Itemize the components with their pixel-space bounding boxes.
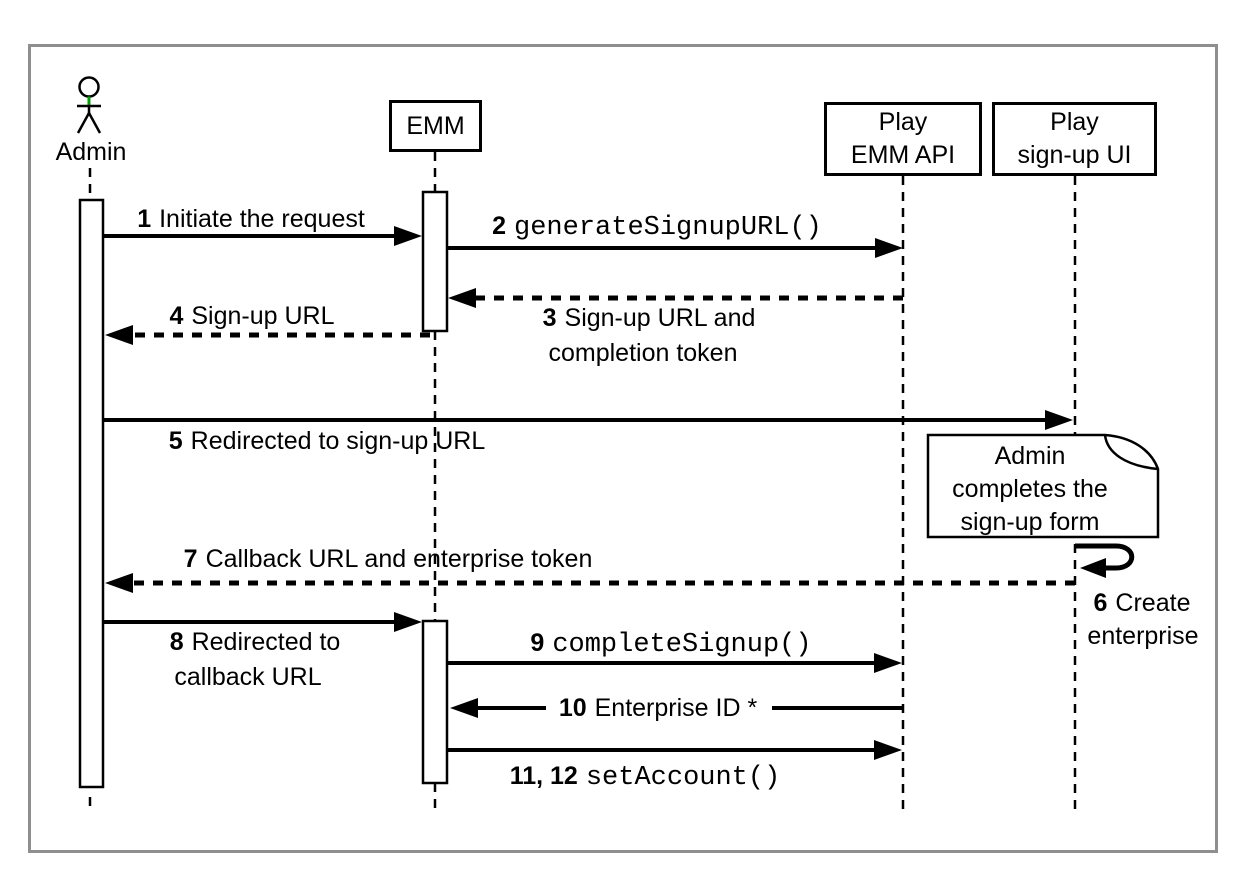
message-3-label-line1: 3 Sign-up URL and [542, 304, 756, 332]
participant-play-emm-api-label-line1: Play [878, 108, 928, 136]
message-7-label: 7 Callback URL and enterprise token [183, 545, 593, 573]
participant-play-signup-ui-box [992, 102, 1157, 176]
message-3-label-line2: completion token [548, 339, 738, 367]
message-8-label-line1: 8 Redirected to [169, 628, 341, 656]
message-5-label: 5 Redirected to sign-up URL [168, 427, 486, 455]
self-message-loop [1075, 546, 1132, 578]
participant-play-signup-ui-label-line1: Play [1050, 108, 1099, 136]
actor-admin-figure [77, 78, 101, 134]
note-text [930, 440, 1130, 539]
message-6-label-line2: enterprise [1087, 622, 1199, 650]
note-text-line2: completes the [952, 475, 1108, 503]
participant-play-signup-ui-label-line2: sign-up UI [1017, 141, 1132, 169]
message-2-label: 2 generateSignupURL() [492, 212, 822, 243]
message-10-label: 10 Enterprise ID * [558, 694, 758, 722]
activation-emm-2 [423, 621, 447, 783]
activation-admin [80, 200, 103, 787]
message-11-label: 11, 12 setAccount() [509, 762, 781, 793]
message-11-arrow [447, 740, 902, 760]
participant-emm-label: EMM [406, 111, 465, 140]
message-8-label-line2: callback URL [174, 663, 322, 691]
note-text-line1: Admin [994, 442, 1066, 470]
participant-play-emm-api-label-line2: EMM API [850, 141, 956, 169]
message-9-label: 9 completeSignup() [530, 629, 812, 660]
participant-play-emm-api-box [824, 102, 982, 176]
actor-admin-label: Admin [55, 138, 127, 166]
message-7-arrow [105, 573, 1075, 593]
message-6-label-line1: 6 Create [1093, 589, 1191, 617]
message-4-label: 4 Sign-up URL [169, 302, 335, 330]
participant-emm-box [389, 100, 482, 152]
activation-emm-1 [423, 192, 447, 331]
message-1-label: 1 Initiate the request [137, 205, 365, 233]
note-text-line3: sign-up form [960, 508, 1100, 536]
